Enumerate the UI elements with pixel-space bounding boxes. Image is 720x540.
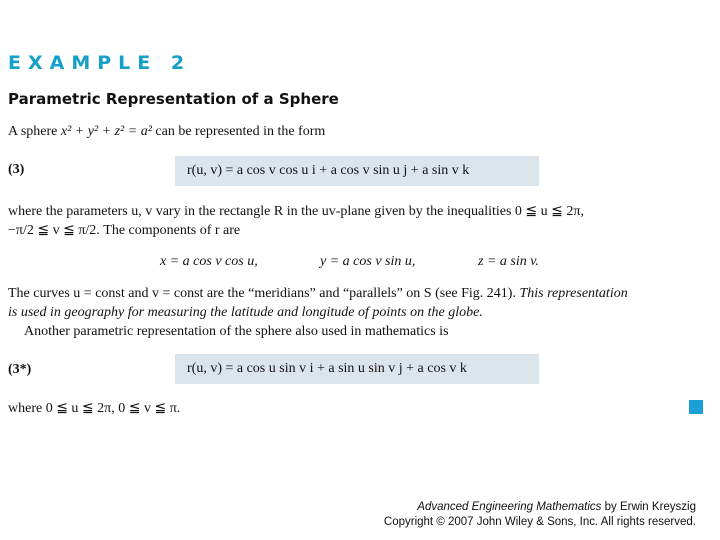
component-y: y = a cos v sin u,	[320, 254, 416, 269]
curves-line-1-text: The curves u = const and v = const are the “meridians” and “parallels” on S (see Fig. 241).	[8, 286, 520, 301]
equation-3star-label: (3*)	[8, 362, 32, 377]
equation-3-box	[175, 156, 539, 186]
footer-copyright: Copyright © 2007 John Wiley & Sons, Inc. All rights reserved.	[383, 516, 696, 528]
equation-3-formula: r(u, v) = a cos v cos u i + a cos v sin u j + a sin v k	[187, 163, 470, 178]
equation-3star-box	[175, 354, 539, 384]
intro-suffix: can be represented in the form	[151, 124, 326, 139]
end-of-example-icon	[689, 400, 703, 414]
footer-book-line	[384, 500, 696, 515]
footer-author: by Erwin Kreyszig	[601, 501, 696, 513]
parameter-line-1: where the parameters u, v vary in the rectangle R in the uv-plane given by the inequalities 0 ≦ u ≦ 2π,	[8, 204, 584, 219]
footer-book-title: Advanced Engineering Mathematics	[417, 501, 602, 513]
example-heading: EXAMPLE 2	[8, 52, 192, 74]
parameter-line-2: −π/2 ≦ v ≦ π/2. The components of r are	[8, 223, 241, 238]
component-z: z = a sin v.	[478, 254, 539, 269]
where-line: where 0 ≦ u ≦ 2π, 0 ≦ v ≦ π.	[8, 401, 181, 416]
section-title: Parametric Representation of a Sphere	[8, 90, 339, 108]
another-representation-line: Another parametric representation of the sphere also used in mathematics is	[24, 324, 449, 339]
curves-line-1	[8, 284, 628, 303]
intro-line	[8, 122, 325, 141]
curves-line-2: is used in geography for measuring the latitude and longitude of points on the globe.	[8, 305, 483, 320]
footer-credit	[384, 500, 696, 530]
intro-prefix: A sphere	[8, 124, 61, 139]
sphere-equation: x² + y² + z² = a²	[60, 124, 152, 139]
component-x: x = a cos v cos u,	[160, 254, 258, 269]
equation-3star-formula: r(u, v) = a cos u sin v i + a sin u sin v j + a cos v k	[187, 361, 467, 376]
curves-line-1-italic: This representation	[519, 286, 628, 301]
equation-3-label: (3)	[8, 162, 25, 177]
